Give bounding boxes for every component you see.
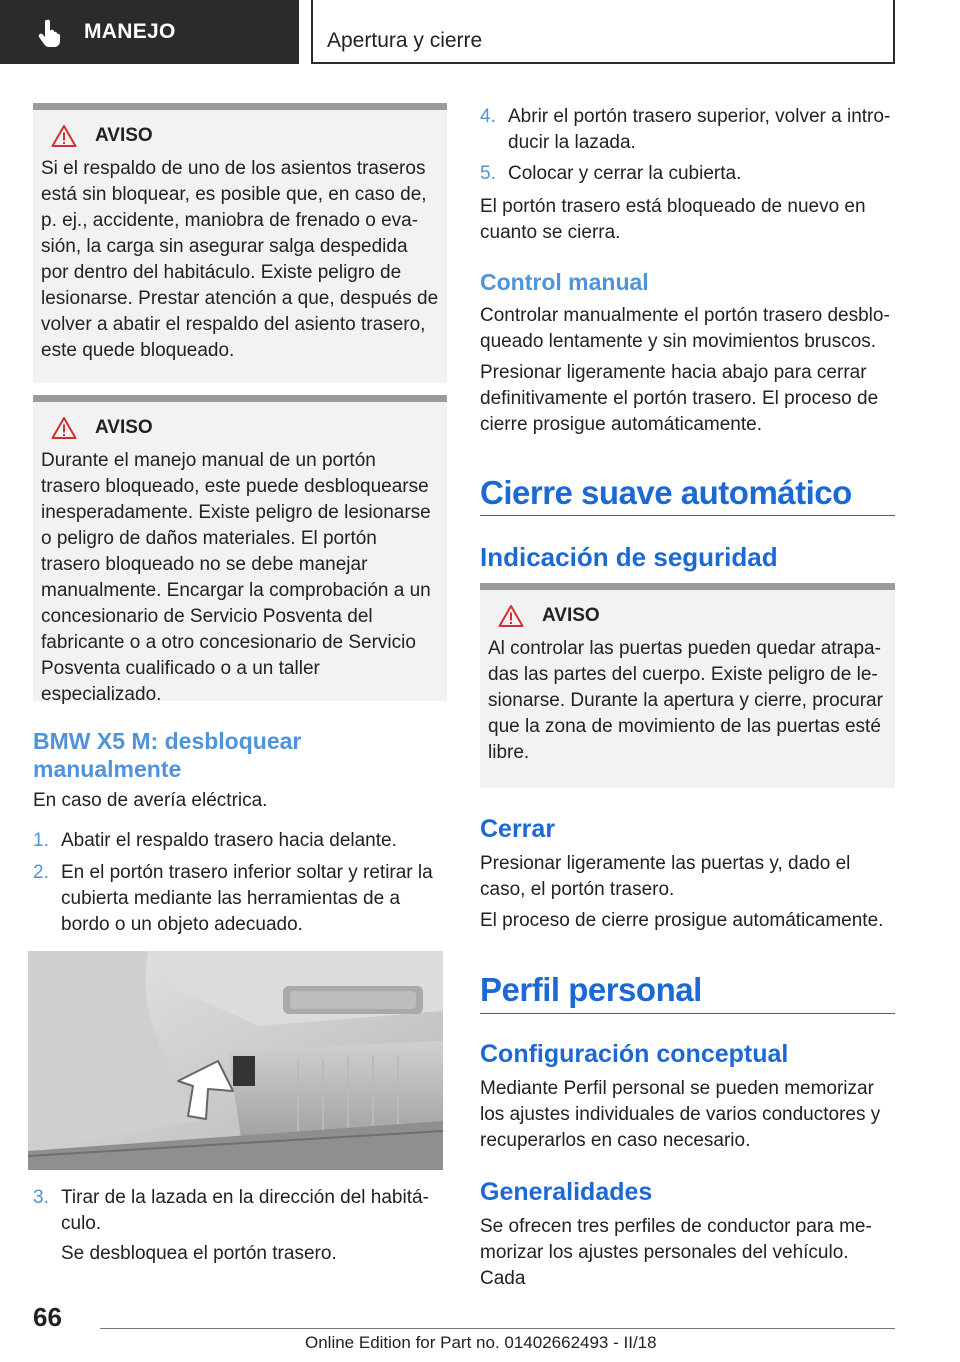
step-2 <box>33 860 447 938</box>
close-text-2: El proceso de cierre prosigue automáticamente. <box>480 910 884 931</box>
step-text: Abatir el respaldo trasero hacia delante. <box>61 830 397 851</box>
step-text: En el portón trasero inferior soltar y retirar la cubierta mediante las herramientas de a bordo o un objeto adecuado. <box>61 862 433 935</box>
step-text: Tirar de la lazada en la dirección del habitáculo. <box>61 1187 429 1234</box>
trunk-interior-illustration <box>28 951 443 1170</box>
heading-general: Generalidades <box>480 1178 653 1206</box>
warning-triangle-icon <box>498 604 524 628</box>
step-number: 2. <box>33 862 49 883</box>
step-text: Abrir el portón trasero superior, volver a introducir la lazada. <box>508 106 891 153</box>
footer-edition: Online Edition for Part no. 01402662493 - II/18 <box>305 1333 657 1352</box>
step-3-result: Se desbloquea el portón trasero. <box>61 1243 337 1264</box>
warning-box-3 <box>480 583 895 788</box>
chapter-heading-soft-close: Cierre suave automático <box>480 474 852 511</box>
warning-title: AVISO <box>95 125 153 146</box>
step-1 <box>33 828 447 854</box>
intro-text: En caso de avería eléctrica. <box>33 790 268 811</box>
step-3 <box>33 1185 447 1237</box>
heading-rule <box>480 1013 895 1014</box>
warning-title: AVISO <box>95 417 153 438</box>
concept-text: Mediante Perfil personal se pueden memorizar los ajustes individuales de varios conductores y recuperarlos en caso necesario. <box>480 1078 881 1151</box>
step-number: 5. <box>480 163 496 184</box>
section-heading-manual-control: Control manual <box>480 269 649 295</box>
section-title: MANEJO <box>84 20 176 43</box>
control-text-2: Presionar ligeramente hacia abajo para cerrar definitivamente el portón trasero. El proceso de cierre prosigue automáticamente. <box>480 362 879 435</box>
control-text-1: Controlar manualmente el portón trasero desbloqueado lentamente y sin movimientos bruscos. <box>480 305 890 352</box>
warning-title-row <box>51 416 439 440</box>
step-5 <box>480 161 895 187</box>
chapter-header <box>311 0 895 64</box>
step-number: 3. <box>33 1187 49 1208</box>
warning-text: Al controlar las puertas pueden quedar atrapadas las partes del cuerpo. Existe peligro de lesionarse. Durante la apertura y cierre, procurar que la zona de movimiento de las puertas esté libre. <box>488 638 883 763</box>
warning-triangle-icon <box>51 124 77 148</box>
close-text-1: Presionar ligeramente las puertas y, dado el caso, el portón trasero. <box>480 853 851 900</box>
chapter-heading-personal-profile: Perfil personal <box>480 971 702 1008</box>
warning-triangle-icon <box>51 416 77 440</box>
step-text: Colocar y cerrar la cubierta. <box>508 163 742 184</box>
page-number: 66 <box>33 1302 62 1332</box>
warning-title-row <box>51 124 439 148</box>
section-tab <box>0 0 299 64</box>
warning-box-2 <box>33 395 447 705</box>
general-text: Se ofrecen tres perfiles de conductor para memorizar los ajustes personales del vehículo. Cada <box>480 1216 872 1289</box>
footer-rule <box>100 1328 895 1329</box>
step-number: 1. <box>33 830 49 851</box>
heading-close: Cerrar <box>480 815 556 843</box>
warning-title: AVISO <box>542 605 600 626</box>
hand-pointer-icon <box>36 17 66 47</box>
heading-rule <box>480 515 895 516</box>
trunk-release-photo <box>28 951 443 1170</box>
step-4 <box>480 104 895 156</box>
warning-text: Durante el manejo manual de un portón trasero bloqueado, este puede desbloquearse inesperadamente. Existe peligro de lesionarse o peligro de daños materiales. El portón trasero bloqueado no se debe manejar manualmente. Encargar la comprobación a un concesionario de Servicio Posventa del fabricante o a otro concesionario de Servicio Posventa cualificado o a un taller especializado. <box>41 450 431 705</box>
step-number: 4. <box>480 106 496 127</box>
warning-text: Si el respaldo de uno de los asientos traseros está sin bloquear, es posible que, en caso de, p. ej., accidente, maniobra de frenado o evasión, la carga sin asegurar salga despedida por dentro del habitáculo. Existe peligro de lesionarse. Prestar atención a que, después de volver a abatir el respaldo del asiento trasero, este quede bloqueado. <box>41 158 439 361</box>
warning-box-1 <box>33 103 447 383</box>
section-heading-manual-unlock: BMW X5 M: desbloquear manualmente <box>33 728 302 782</box>
warning-title-row <box>498 604 887 628</box>
chapter-title: Apertura y cierre <box>327 29 483 52</box>
locked-again-text: El portón trasero está bloqueado de nuevo en cuanto se cierra. <box>480 196 866 243</box>
heading-concept: Configuración conceptual <box>480 1040 789 1068</box>
heading-safety-note: Indicación de seguridad <box>480 542 778 572</box>
